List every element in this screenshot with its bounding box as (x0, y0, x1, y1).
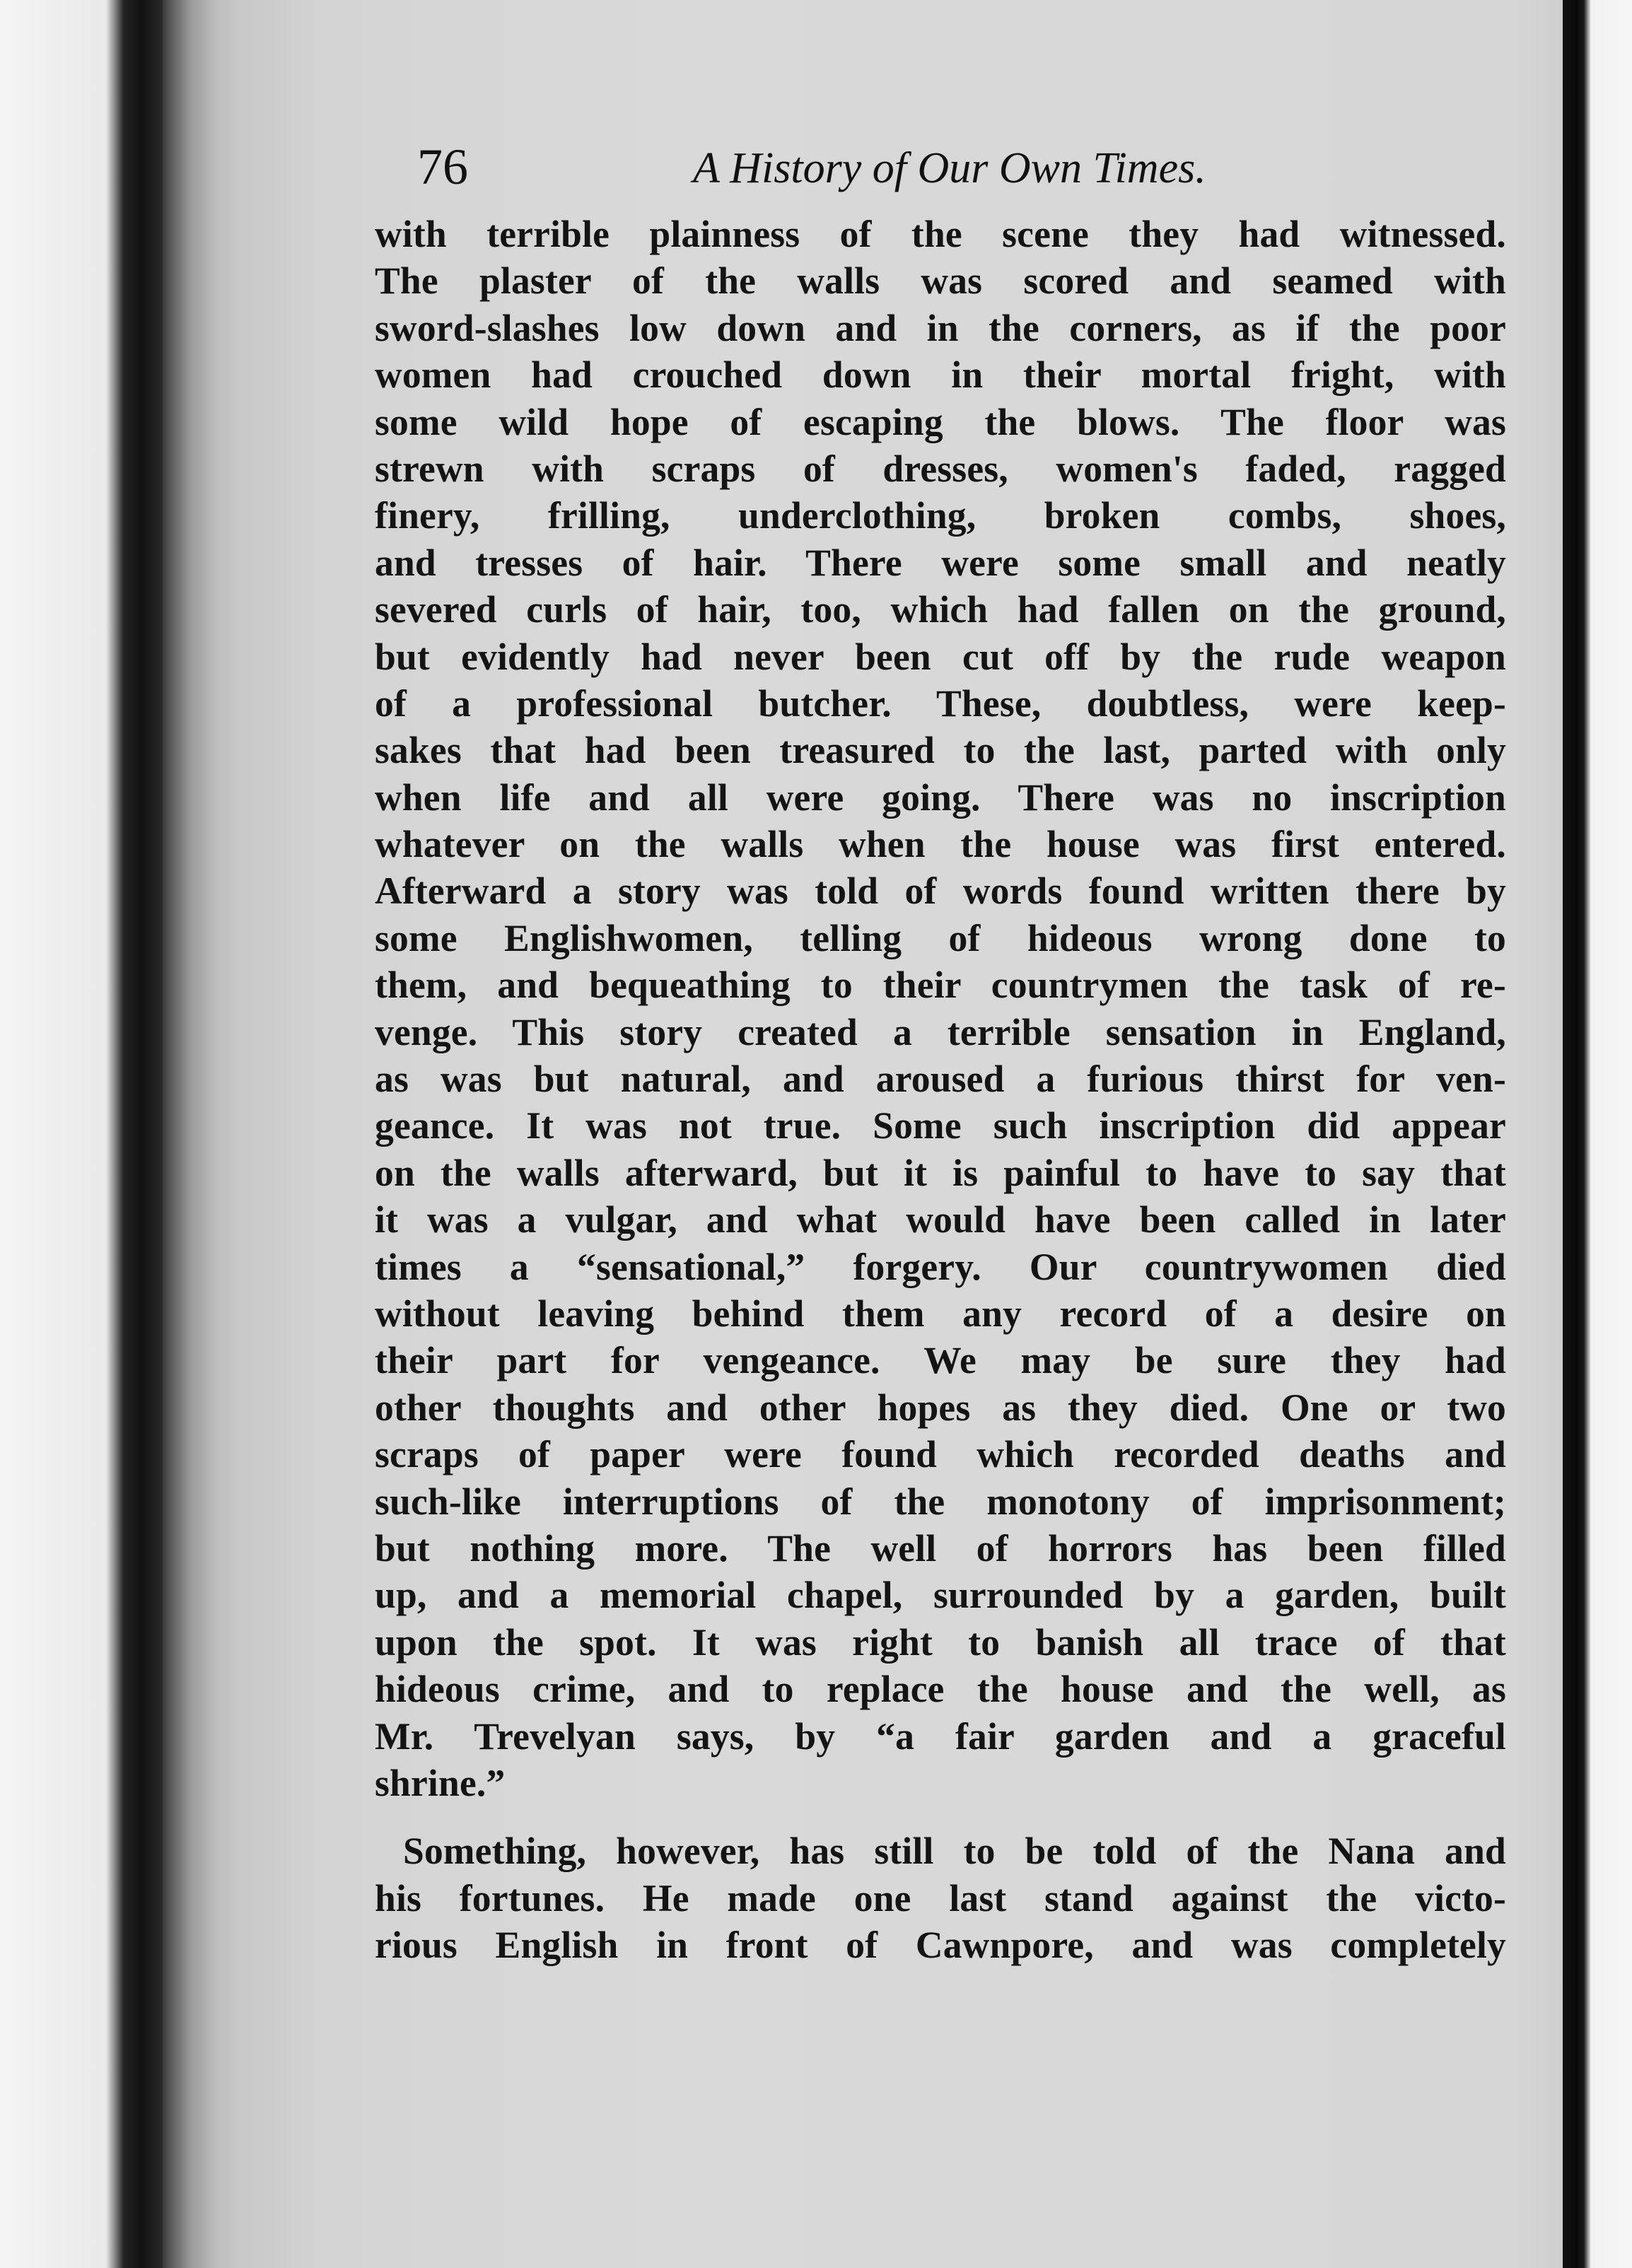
text-line: their part for vengeance. We may be sure they had (375, 1339, 1506, 1382)
text-line: sakes that had been treasured to the last, parted with only (375, 729, 1506, 772)
text-line: The plaster of the walls was scored and seamed with (375, 259, 1506, 303)
text-line: when life and all were going. There was no inscription (375, 776, 1506, 819)
text-line: times a “sensational,” forgery. Our countrywomen died (375, 1245, 1506, 1288)
running-head (417, 138, 1563, 201)
text-line: geance. It was not true. Some such inscription did appear (375, 1104, 1506, 1147)
text-line: Afterward a story was told of words found written there by (375, 870, 1506, 913)
text-line: some Englishwomen, telling of hideous wrong done to (375, 916, 1506, 959)
text-line: of a professional butcher. These, doubtless, were keep- (375, 682, 1506, 725)
text-line: but nothing more. The well of horrors has been filled (375, 1526, 1506, 1570)
text-line: some wild hope of escaping the blows. The floor was (375, 400, 1506, 443)
text-line: and tresses of hair. There were some small and neatly (375, 541, 1506, 584)
body-text (375, 211, 1506, 1968)
text-line: rious English in front of Cawnpore, and was completely (375, 1924, 1506, 1967)
text-line: scraps of paper were found which recorded deaths and (375, 1433, 1506, 1476)
text-line: hideous crime, and to replace the house and the well, as (375, 1668, 1506, 1711)
text-line: but evidently had never been cut off by the rude weapon (375, 635, 1506, 678)
text-line: sword-slashes low down and in the corners, as if the poor (375, 306, 1506, 349)
page-gutter (163, 0, 240, 2268)
scan-frame-left (0, 0, 163, 2268)
running-title: A History of Our Own Times. (693, 144, 1206, 192)
text-line: strewn with scraps of dresses, women's faded, ragged (375, 447, 1506, 490)
text-line: them, and bequeathing to their countrymen the task of re- (375, 964, 1506, 1007)
paragraph-1 (375, 211, 1506, 1806)
text-line: up, and a memorial chapel, surrounded by a garden, built (375, 1574, 1506, 1617)
paragraph-2 (375, 1828, 1506, 1968)
page-number: 76 (417, 139, 468, 195)
text-line: on the walls afterward, but it is painful to have to say that (375, 1151, 1506, 1194)
text-line: Something, however, has still to be told of the Nana and (403, 1830, 1506, 1873)
text-line: as was but natural, and aroused a furious thirst for ven- (375, 1058, 1506, 1101)
text-line: with terrible plainness of the scene they had witnessed. (375, 213, 1506, 255)
text-line: shrine.” (375, 1761, 506, 1804)
text-line: other thoughts and other hopes as they died. One or two (375, 1386, 1506, 1429)
text-line: venge. This story created a terrible sensation in England, (375, 1010, 1506, 1053)
paragraph-gap (375, 1806, 1506, 1828)
text-line: Mr. Trevelyan says, by “a fair garden and a graceful (375, 1714, 1506, 1758)
text-line: upon the spot. It was right to banish all trace of that (375, 1620, 1506, 1664)
text-line: it was a vulgar, and what would have been called in later (375, 1198, 1506, 1241)
text-line: such-like interruptions of the monotony of imprisonment; (375, 1480, 1506, 1523)
text-line: severed curls of hair, too, which had fallen on the ground, (375, 588, 1506, 631)
text-line: whatever on the walls when the house was first entered. (375, 823, 1506, 866)
text-line: his fortunes. He made one last stand against the victo- (375, 1876, 1506, 1919)
text-line: without leaving behind them any record of a desire on (375, 1292, 1506, 1335)
text-line: finery, frilling, underclothing, broken combs, shoes, (375, 494, 1506, 537)
text-line: women had crouched down in their mortal fright, with (375, 353, 1506, 397)
scan-frame-right (1563, 0, 1632, 2268)
